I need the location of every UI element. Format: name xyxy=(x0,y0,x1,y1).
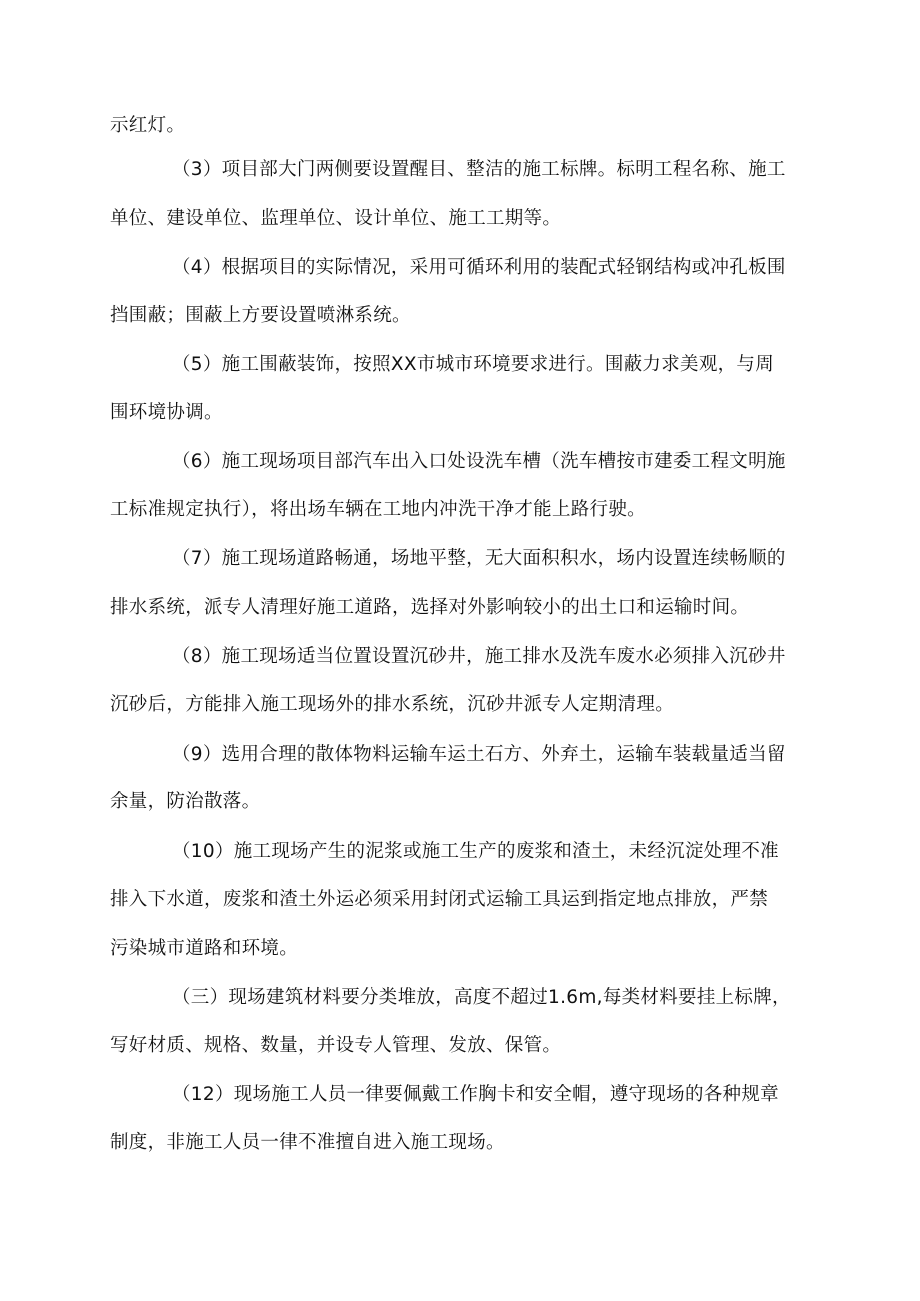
text-line: 污染城市道路和环境。 xyxy=(110,938,299,959)
text-line: 余量，防治散落。 xyxy=(110,791,261,812)
text-line: （12）现场施工人员一律要佩戴工作胸卡和安全帽，遵守现场的各种规章 xyxy=(172,1084,779,1105)
text-line: 示红灯。 xyxy=(110,115,186,136)
text-line: 排入下水道，废浆和渣土外运必须采用封闭式运输工具运到指定地点排放，严禁 xyxy=(110,889,769,910)
text-line: 写好材质、规格、数量，并设专人管理、发放、保管。 xyxy=(110,1035,562,1056)
text-line: 沉砂后，方能排入施工现场外的排水系统，沉砂井派专人定期清理。 xyxy=(110,694,675,715)
text-line: （3）项目部大门两侧要设置醒目、整洁的施工标牌。标明工程名称、施工 xyxy=(172,159,786,180)
text-line: 单位、建设单位、监理单位、设计单位、施工工期等。 xyxy=(110,208,562,229)
text-line: （4）根据项目的实际情况，采用可循环利用的装配式轻钢结构或冲孔板围 xyxy=(172,257,786,278)
text-line: （6）施工现场项目部汽车出入口处设洗车槽（洗车槽按市建委工程文明施 xyxy=(172,451,786,472)
text-line: （三）现场建筑材料要分类堆放，高度不超过1.6m,每类材料要挂上标牌， xyxy=(172,987,791,1008)
text-line: （8）施工现场适当位置设置沉砂井，施工排水及洗车废水必须排入沉砂井 xyxy=(172,646,786,667)
text-line: （10）施工现场产生的泥浆或施工生产的废浆和渣土，未经沉淀处理不准 xyxy=(172,841,779,862)
text-line: （5）施工围蔽装饰，按照XX市城市环境要求进行。围蔽力求美观，与周 xyxy=(172,354,775,375)
text-line: （7）施工现场道路畅通，场地平整，无大面积积水，场内设置连续畅顺的 xyxy=(172,548,786,569)
text-line: 挡围蔽；围蔽上方要设置喷淋系统。 xyxy=(110,305,411,326)
text-line: 围环境协调。 xyxy=(110,402,223,423)
text-line: 制度，非施工人员一律不准擅自进入施工现场。 xyxy=(110,1132,505,1153)
text-line: 排水系统，派专人清理好施工道路，选择对外影响较小的出土口和运输时间。 xyxy=(110,597,750,618)
text-line: （9）选用合理的散体物料运输车运土石方、外弃土，运输车装载量适当留 xyxy=(172,744,786,765)
text-line: 工标准规定执行），将出场车辆在工地内冲洗干净才能上路行驶。 xyxy=(110,499,646,520)
